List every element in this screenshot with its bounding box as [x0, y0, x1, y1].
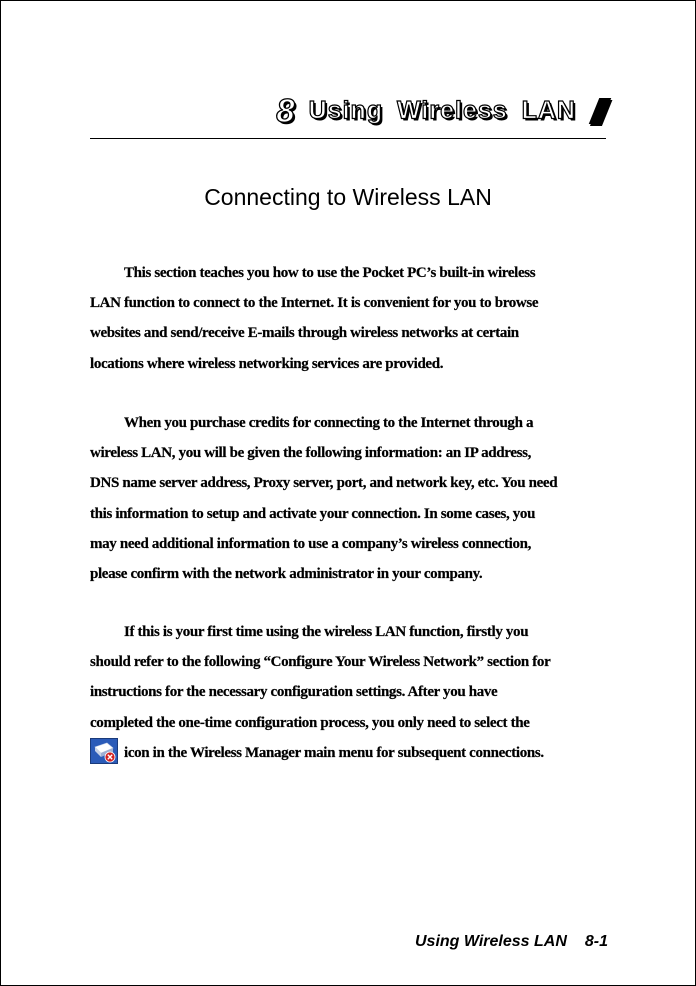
icon-line-text-after: main menu for subsequent connections. [304, 744, 544, 761]
paragraph-line: When you purchase credits for connecting to the Internet through a [124, 415, 534, 431]
paragraph-line: this information to setup and activate your connection. In some cases, you [90, 505, 536, 522]
section-heading: Connecting to Wireless LAN [204, 184, 492, 210]
paragraph-line: DNS name server address, Proxy server, port, and network key, etc. You need [90, 475, 558, 492]
paragraph-line: instructions for the necessary configuration settings. After you have [90, 684, 498, 701]
paragraph-line: This section teaches you how to use the Pocket PC’s built-in wireless [124, 265, 536, 281]
chapter-number: 8 [276, 92, 295, 129]
header-rule [90, 138, 606, 139]
paragraph-line: locations where wireless networking services are provided. [90, 355, 444, 372]
paragraph-2 [90, 408, 620, 589]
wireless-manager-icon [90, 738, 118, 764]
paragraph-line: LAN function to connect to the Internet. It is convenient for you to browse [90, 295, 539, 312]
page-footer [415, 933, 608, 951]
paragraph-line: please confirm with the network administrator in your company. [90, 566, 483, 583]
wireless-manager-label: Wireless Manager [189, 744, 301, 761]
paragraph-3 [90, 617, 620, 768]
paragraph-line: websites and send/receive E-mails through wireless networks at certain [90, 325, 519, 342]
paragraph-line: If this is your first time using the wireless LAN function, firstly you [124, 624, 529, 640]
icon-line-text-before: icon in the [124, 744, 187, 761]
chapter-title: Using Wireless LAN [308, 96, 576, 125]
paragraph-line: wireless LAN, you will be given the following information: an IP address, [90, 445, 532, 462]
footer-title: Using Wireless LAN [414, 933, 567, 950]
paragraph-line: may need additional information to use a company’s wireless connection, [90, 535, 531, 552]
paragraph-line-with-icon [90, 738, 620, 768]
paragraph-1 [90, 258, 620, 379]
paragraph-line: should refer to the following “Configure Your Wireless Network” section for [90, 654, 551, 671]
chapter-header [90, 92, 606, 132]
paragraph-line: completed the one-time configuration process, you only need to select the [90, 714, 530, 731]
footer-page-number: 8-1 [584, 933, 608, 950]
